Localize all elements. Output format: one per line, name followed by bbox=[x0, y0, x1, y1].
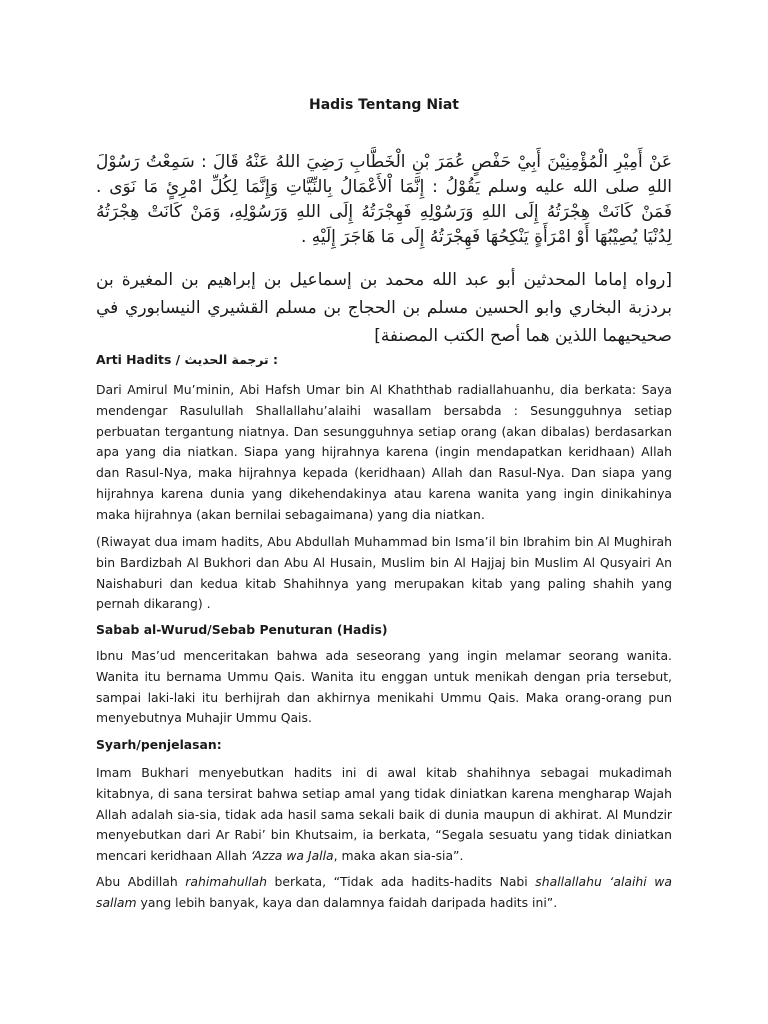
syarh-text-italic: ‘Azza wa Jalla bbox=[250, 848, 334, 864]
arabic-hadith-reference: [رواه إماما المحدثين أبو عبد الله محمد بن إسماعيل بن إبراهيم بن المغيرة بن بردزبة البخاري وابو الحسين مسلم بن الحجاج بن مسلم القشيري النيسابوري في صحيحيهما اللذين هما أصح الكتب المصنفة] bbox=[96, 270, 672, 346]
arti-heading-arabic: ترجمة الحديث bbox=[184, 352, 269, 367]
syarh-heading: Syarh/penjelasan: bbox=[96, 737, 222, 752]
arti-hadits-heading bbox=[96, 350, 672, 370]
document-page bbox=[96, 0, 672, 1024]
syarh-text-main: Imam Bukhari menyebutkan hadits ini di awal kitab shahihnya sebagai mukadimah kitabnya, di sana tersirat bahwa setiap amal yang tidak diniatkan karena mengharap Wajah Allah adalah sia-sia, tidak ada hasil sama sekali baik di dunia maupun di akhirat. Al Mundzir menyebutkan dari Ar Rabi’ bin Khutsaim, ia berkata, “Segala sesuatu yang tidak diniatkan mencari keridhaan Allah bbox=[96, 765, 672, 864]
sabab-paragraph: Ibnu Mas’ud menceritakan bahwa ada seseorang yang ingin melamar seorang wanita. Wanita itu bernama Ummu Qais. Wanita itu enggan untuk menikah dengan pria tersebut, sampai laki-laki itu berhijrah dan akhirnya menikahi Ummu Qais. Maka orang-orang pun menyebutnya Muhajir Ummu Qais. bbox=[96, 648, 672, 726]
arti-heading-latin: Arti Hadits / bbox=[96, 352, 185, 367]
arti-heading-colon: : bbox=[268, 352, 278, 367]
document-title: Hadis Tentang Niat bbox=[308, 97, 459, 113]
syarh-text-end: , maka akan sia-sia”. bbox=[333, 848, 464, 864]
abu-italic-2: shallallahu ‘alaihi wa sallam bbox=[96, 874, 672, 910]
sabab-heading: Sabab al-Wurud/Sebab Penuturan (Hadis) bbox=[96, 622, 388, 637]
arti-paragraph: Dari Amirul Mu’minin, Abi Hafsh Umar bin Al Khaththab radiallahuanhu, dia berkata: Saya mendengar Rasulullah Shallallahu’alaihi wasallam bersabda : Sesungguhnya setiap perbuatan tergantung niatnya. Dan sesungguhnya setiap orang (akan dibalas) berdasarkan apa yang dia niatkan. Siapa yang hijrahnya karena (ingin mendapatkan keridhaan) Allah dan Rasul-Nya, maka hijrahnya kepada (keridhaan) Allah dan Rasul-Nya. Dan siapa yang hijrahnya karena dunia yang dikehendakinya atau karena wanita yang ingin dinikahinya maka hijrahnya (akan bernilai sebagaimana) yang dia niatkan. bbox=[96, 382, 672, 522]
abu-abdillah-paragraph bbox=[96, 872, 672, 914]
syarh-paragraph bbox=[96, 763, 672, 867]
abu-italic-1: rahimahullah bbox=[185, 874, 267, 889]
abu-text-1: Abu Abdillah bbox=[96, 874, 186, 889]
riwayat-paragraph: (Riwayat dua imam hadits, Abu Abdullah Muhammad bin Isma’il bin Ibrahim bin Al Mughirah bin Bardizbah Al Bukhori dan Abu Al Husain, Muslim bin Al Hajjaj bin Muslim Al Qusyairi An Naishaburi dan kedua kitab Shahihnya yang merupakan kitab yang paling shahih yang pernah dikarang) . bbox=[96, 534, 672, 612]
abu-text-2: berkata, “Tidak ada hadits-hadits Nabi bbox=[266, 874, 536, 889]
arabic-hadith-text: عَنْ أَمِيْرِ الْمُؤْمِنِيْنَ أَبِيْ حَفْصٍ عُمَرَ بْنِ الْخَطَّابِ رَضِيَ اللهُ عَنْهُ قَالَ : سَمِعْتُ رَسُوْلَ اللهِ صلى الله عليه وسلم يَقُوْلُ : إِنَّمَا اْلأَعْمَالُ بِالنِّيَّاتِ وَإِنَّمَا لِكُلِّ امْرِئٍ مَا نَوَى . فَمَنْ كَانَتْ هِجْرَتُهُ إِلَى اللهِ وَرَسُوْلِهِ فَهِجْرَتُهُ إِلَى اللهِ وَرَسُوْلِهِ، وَمَنْ كَانَتْ هِجْرَتُهُ لِدُنْيَا يُصِيْبُهَا أَوْ امْرَأَةٍ يَنْكِحُهَا فَهِجْرَتُهُ إِلَى مَا هَاجَرَ إِلَيْهِ . bbox=[96, 152, 672, 247]
abu-text-3: yang lebih banyak, kaya dan dalamnya faidah daripada hadits ini”. bbox=[136, 894, 558, 910]
